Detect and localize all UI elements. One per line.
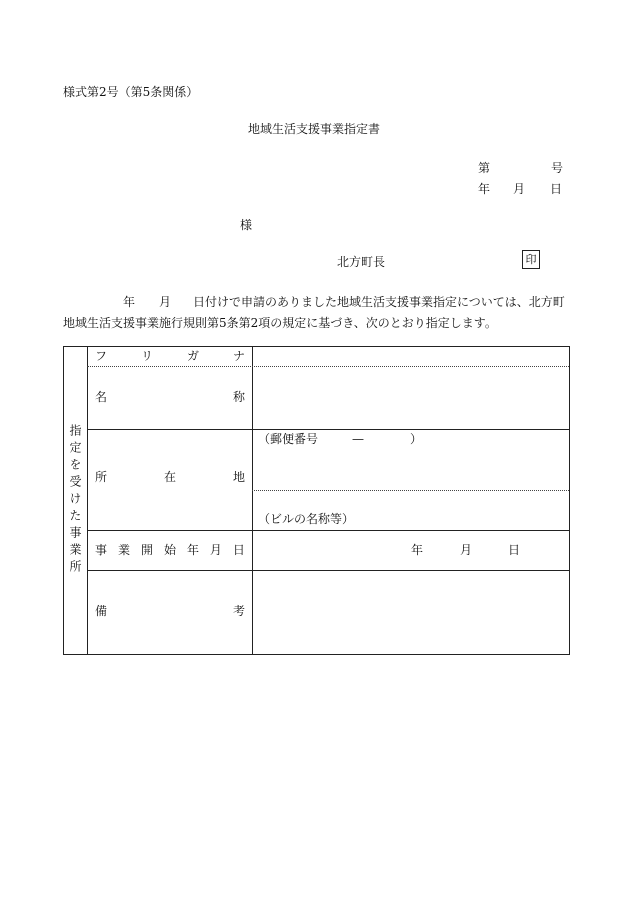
- issuer-name: 北方町長: [337, 255, 386, 269]
- body-paragraph: [63, 292, 573, 334]
- address-label: 所 在 地: [95, 470, 245, 484]
- postal-code-close: ）: [410, 432, 423, 446]
- start-date-label: 事 業 開 始 年 月 日: [95, 543, 245, 557]
- postal-code-label: （郵便番号: [258, 432, 319, 446]
- issue-date-month: 月: [513, 182, 526, 196]
- furigana-label: フ リ ガ ナ: [95, 349, 245, 363]
- document-title: 地域生活支援事業指定書: [248, 122, 381, 136]
- start-date-year: 年: [411, 543, 424, 557]
- row-separator-address: [87, 530, 569, 531]
- address-separator: [252, 490, 569, 491]
- designation-table: [63, 346, 570, 655]
- row-separator-startdate: [87, 570, 569, 571]
- side-label: 指定を受けた事業所: [68, 424, 82, 577]
- body-line-1-text: 日付けで申請のありました地域生活支援事業指定については、北方町: [193, 295, 565, 309]
- number-suffix: 号: [551, 161, 564, 175]
- postal-code-dash: —: [352, 432, 365, 446]
- furigana-separator: [87, 366, 569, 367]
- number-prefix: 第: [478, 161, 491, 175]
- issue-date-year: 年: [478, 182, 491, 196]
- body-line-1: [63, 292, 573, 313]
- body-month: 月: [159, 295, 172, 309]
- remarks-label: 備 考: [95, 604, 245, 618]
- table-divider-label: [252, 347, 253, 654]
- seal-stamp: 印: [522, 250, 540, 269]
- table-divider-side: [87, 347, 88, 654]
- side-label-cell: [64, 347, 87, 654]
- start-date-month: 月: [460, 543, 473, 557]
- start-date-day: 日: [508, 543, 521, 557]
- row-separator-name: [87, 429, 569, 430]
- issue-date-day: 日: [550, 182, 563, 196]
- body-year: 年: [123, 295, 136, 309]
- form-number: 様式第2号（第5条関係）: [63, 85, 199, 99]
- addressee-honorific: 様: [240, 218, 253, 232]
- postal-code-line: [258, 433, 422, 445]
- body-line-2: 地域生活支援事業施行規則第5条第2項の規定に基づき、次のとおり指定します。: [63, 316, 497, 330]
- name-label: 名 称: [95, 390, 245, 404]
- building-name-label: （ビルの名称等）: [258, 512, 355, 526]
